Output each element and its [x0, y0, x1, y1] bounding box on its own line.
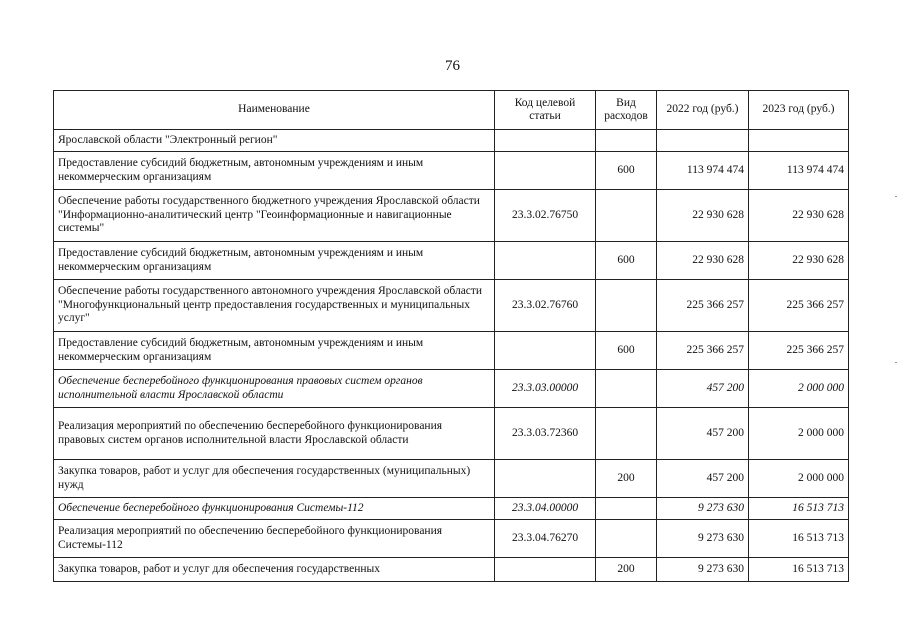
table-row — [54, 280, 849, 332]
row-code-cell: 23.3.03.00000 — [495, 370, 596, 408]
header-2022: 2022 год (руб.) — [657, 91, 749, 130]
row-type-cell — [596, 498, 657, 520]
header-code: Код целевой статьи — [495, 91, 596, 130]
header-2023: 2023 год (руб.) — [749, 91, 849, 130]
row-2022-cell: 225 366 257 — [657, 332, 749, 370]
table-header-row — [54, 91, 849, 130]
table-row — [54, 520, 849, 558]
table-row — [54, 408, 849, 460]
header-name: Наименование — [54, 91, 495, 130]
row-2022-cell: 113 974 474 — [657, 152, 749, 190]
table-row — [54, 332, 849, 370]
row-2023-cell: 225 366 257 — [749, 280, 849, 332]
row-type-cell: 200 — [596, 558, 657, 582]
page-number: 76 — [445, 58, 460, 74]
row-name-cell: Закупка товаров, работ и услуг для обеспечения государственных (муниципальных) нужд — [54, 460, 495, 498]
row-name-cell: Обеспечение бесперебойного функционирования правовых систем органов исполнительной власти Ярославской области — [54, 370, 495, 408]
row-code-cell — [495, 332, 596, 370]
row-type-cell — [596, 408, 657, 460]
table-row — [54, 152, 849, 190]
row-code-cell: 23.3.02.76750 — [495, 190, 596, 242]
row-name-cell: Реализация мероприятий по обеспечению бесперебойного функционирования правовых систем органов исполнительной власти Ярославской области — [54, 408, 495, 460]
row-type-cell: 600 — [596, 152, 657, 190]
row-name-cell: Обеспечение работы государственного автономного учреждения Ярославской области "Многофункциональный центр предоставления государственных и муниципальных услуг" — [54, 280, 495, 332]
row-name-cell: Закупка товаров, работ и услуг для обеспечения государственных — [54, 558, 495, 582]
scan-mark — [895, 196, 897, 197]
row-type-cell: 200 — [596, 460, 657, 498]
row-2023-cell: 22 930 628 — [749, 190, 849, 242]
row-type-cell — [596, 280, 657, 332]
row-2023-cell: 16 513 713 — [749, 558, 849, 582]
row-code-cell — [495, 460, 596, 498]
row-name-cell: Реализация мероприятий по обеспечению бесперебойного функционирования Системы-112 — [54, 520, 495, 558]
row-2023-cell: 22 930 628 — [749, 242, 849, 280]
row-2023-cell: 225 366 257 — [749, 332, 849, 370]
table-row — [54, 370, 849, 408]
row-type-cell — [596, 370, 657, 408]
table-row — [54, 190, 849, 242]
row-2023-cell — [749, 130, 849, 152]
row-2022-cell: 9 273 630 — [657, 520, 749, 558]
row-type-cell: 600 — [596, 332, 657, 370]
row-2022-cell: 457 200 — [657, 370, 749, 408]
row-type-cell — [596, 520, 657, 558]
row-code-cell — [495, 152, 596, 190]
table-row — [54, 242, 849, 280]
row-2023-cell: 113 974 474 — [749, 152, 849, 190]
budget-table — [53, 90, 849, 582]
scan-mark — [895, 362, 897, 363]
row-name-cell: Обеспечение работы государственного бюджетного учреждения Ярославской области "Информационно-аналитический центр "Геоинформационные и навигационные системы" — [54, 190, 495, 242]
row-name-cell: Ярославской области "Электронный регион" — [54, 130, 495, 152]
header-type: Вид расходов — [596, 91, 657, 130]
row-2022-cell: 22 930 628 — [657, 190, 749, 242]
row-name-cell: Обеспечение бесперебойного функционирования Системы-112 — [54, 498, 495, 520]
row-code-cell — [495, 242, 596, 280]
row-2022-cell: 9 273 630 — [657, 498, 749, 520]
row-2023-cell: 16 513 713 — [749, 498, 849, 520]
row-2022-cell: 225 366 257 — [657, 280, 749, 332]
row-2022-cell: 9 273 630 — [657, 558, 749, 582]
row-2023-cell: 2 000 000 — [749, 460, 849, 498]
row-2022-cell: 457 200 — [657, 460, 749, 498]
row-code-cell: 23.3.04.00000 — [495, 498, 596, 520]
row-type-cell: 600 — [596, 242, 657, 280]
row-2022-cell — [657, 130, 749, 152]
table-row — [54, 498, 849, 520]
row-2023-cell: 16 513 713 — [749, 520, 849, 558]
row-code-cell: 23.3.03.72360 — [495, 408, 596, 460]
row-code-cell: 23.3.04.76270 — [495, 520, 596, 558]
row-name-cell: Предоставление субсидий бюджетным, автономным учреждениям и иным некоммерческим организациям — [54, 152, 495, 190]
row-code-cell: 23.3.02.76760 — [495, 280, 596, 332]
row-2022-cell: 22 930 628 — [657, 242, 749, 280]
row-2023-cell: 2 000 000 — [749, 408, 849, 460]
row-type-cell — [596, 130, 657, 152]
row-code-cell — [495, 558, 596, 582]
row-name-cell: Предоставление субсидий бюджетным, автономным учреждениям и иным некоммерческим организациям — [54, 332, 495, 370]
table-row — [54, 130, 849, 152]
row-code-cell — [495, 130, 596, 152]
row-2023-cell: 2 000 000 — [749, 370, 849, 408]
row-name-cell: Предоставление субсидий бюджетным, автономным учреждениям и иным некоммерческим организациям — [54, 242, 495, 280]
table-row — [54, 460, 849, 498]
table-row — [54, 558, 849, 582]
row-2022-cell: 457 200 — [657, 408, 749, 460]
row-type-cell — [596, 190, 657, 242]
